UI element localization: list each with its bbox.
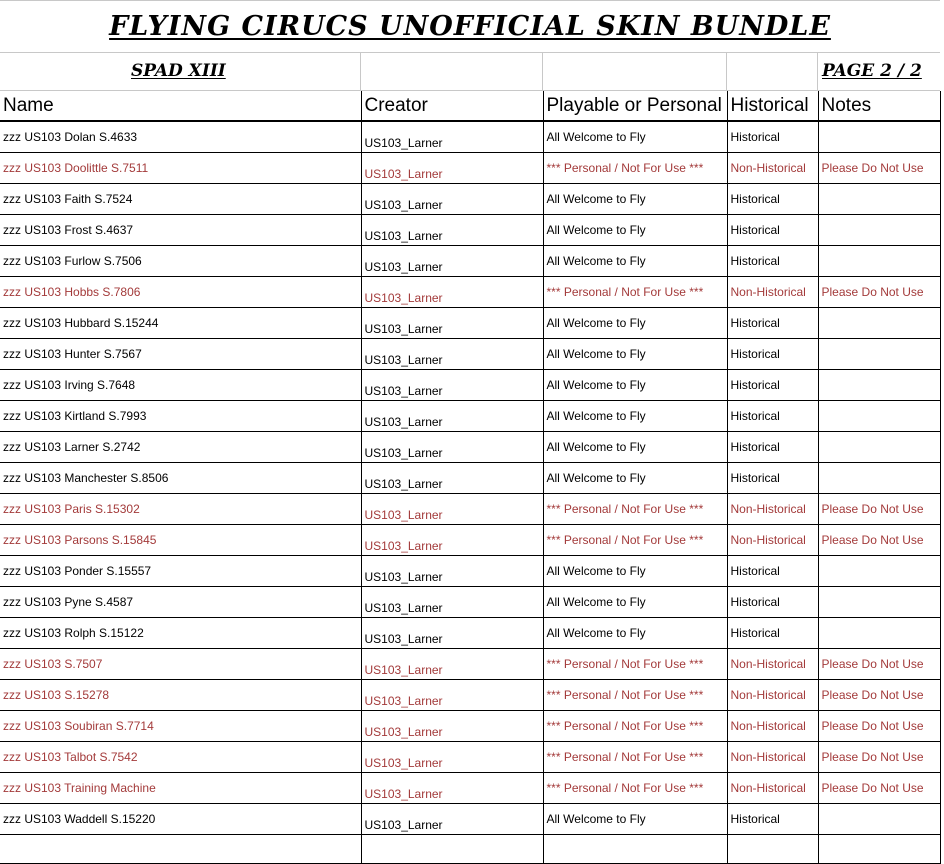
notes-cell: Please Do Not Use (818, 649, 940, 680)
table-body (0, 121, 940, 864)
name-cell: zzz US103 Soubiran S.7714 (0, 711, 361, 742)
empty-cell (361, 52, 543, 90)
historical-cell: Historical (727, 246, 818, 277)
header-row (0, 91, 940, 121)
creator-cell: US103_Larner (361, 153, 543, 184)
name-cell: zzz US103 Manchester S.8506 (0, 463, 361, 494)
notes-cell (818, 587, 940, 618)
historical-cell: Non-Historical (727, 742, 818, 773)
creator-cell: US103_Larner (361, 618, 543, 649)
creator-cell: US103_Larner (361, 184, 543, 215)
notes-cell: Please Do Not Use (818, 153, 940, 184)
historical-cell: Non-Historical (727, 494, 818, 525)
table-row (0, 711, 940, 742)
name-cell: zzz US103 Talbot S.7542 (0, 742, 361, 773)
playable-cell: All Welcome to Fly (543, 308, 727, 339)
name-cell: zzz US103 Kirtland S.7993 (0, 401, 361, 432)
title-row (0, 0, 940, 53)
historical-cell: Non-Historical (727, 680, 818, 711)
notes-cell (818, 121, 940, 153)
historical-cell: Historical (727, 370, 818, 401)
table-row (0, 587, 940, 618)
notes-cell: Please Do Not Use (818, 277, 940, 308)
table-row (0, 773, 940, 804)
historical-cell: Historical (727, 556, 818, 587)
table-row (0, 680, 940, 711)
playable-cell: *** Personal / Not For Use *** (543, 525, 727, 556)
historical-cell: Non-Historical (727, 711, 818, 742)
table-row (0, 121, 940, 153)
notes-cell (818, 432, 940, 463)
table-row (0, 525, 940, 556)
name-cell: zzz US103 Hunter S.7567 (0, 339, 361, 370)
name-cell: zzz US103 Hubbard S.15244 (0, 308, 361, 339)
creator-cell: US103_Larner (361, 246, 543, 277)
creator-cell: US103_Larner (361, 773, 543, 804)
column-header-historical: Historical (727, 91, 818, 121)
creator-cell: US103_Larner (361, 121, 543, 153)
playable-cell: *** Personal / Not For Use *** (543, 711, 727, 742)
name-cell: zzz US103 Training Machine (0, 773, 361, 804)
historical-cell: Historical (727, 432, 818, 463)
playable-cell: All Welcome to Fly (543, 370, 727, 401)
playable-cell: All Welcome to Fly (543, 246, 727, 277)
notes-cell (818, 370, 940, 401)
notes-cell (818, 401, 940, 432)
notes-cell: Please Do Not Use (818, 711, 940, 742)
empty-cell (818, 835, 940, 864)
notes-cell (818, 184, 940, 215)
playable-cell: *** Personal / Not For Use *** (543, 742, 727, 773)
creator-cell: US103_Larner (361, 649, 543, 680)
name-cell: zzz US103 Frost S.4637 (0, 215, 361, 246)
notes-cell (818, 308, 940, 339)
column-header-playable: Playable or Personal (543, 91, 727, 121)
playable-cell: All Welcome to Fly (543, 401, 727, 432)
name-cell: zzz US103 Ponder S.15557 (0, 556, 361, 587)
historical-cell: Non-Historical (727, 525, 818, 556)
playable-cell: *** Personal / Not For Use *** (543, 680, 727, 711)
notes-cell (818, 618, 940, 649)
name-cell: zzz US103 Doolittle S.7511 (0, 153, 361, 184)
skin-table (0, 91, 941, 864)
creator-cell: US103_Larner (361, 432, 543, 463)
table-row (0, 804, 940, 835)
creator-cell: US103_Larner (361, 680, 543, 711)
creator-cell: US103_Larner (361, 339, 543, 370)
historical-cell: Historical (727, 184, 818, 215)
historical-cell: Historical (727, 215, 818, 246)
historical-cell: Historical (727, 339, 818, 370)
notes-cell (818, 556, 940, 587)
table-row (0, 215, 940, 246)
table-row (0, 556, 940, 587)
creator-cell: US103_Larner (361, 277, 543, 308)
creator-cell: US103_Larner (361, 463, 543, 494)
table-row (0, 246, 940, 277)
name-cell: zzz US103 Parsons S.15845 (0, 525, 361, 556)
table-row (0, 184, 940, 215)
notes-cell: Please Do Not Use (818, 773, 940, 804)
playable-cell: All Welcome to Fly (543, 556, 727, 587)
creator-cell: US103_Larner (361, 215, 543, 246)
empty-row (0, 835, 940, 864)
table-row (0, 339, 940, 370)
table-row (0, 742, 940, 773)
aircraft-cell (0, 52, 361, 90)
empty-cell (0, 835, 361, 864)
creator-cell: US103_Larner (361, 587, 543, 618)
name-cell: zzz US103 Hobbs S.7806 (0, 277, 361, 308)
notes-cell (818, 246, 940, 277)
name-cell: zzz US103 Pyne S.4587 (0, 587, 361, 618)
playable-cell: *** Personal / Not For Use *** (543, 773, 727, 804)
historical-cell: Non-Historical (727, 277, 818, 308)
name-cell: zzz US103 S.7507 (0, 649, 361, 680)
historical-cell: Historical (727, 401, 818, 432)
empty-cell (543, 52, 727, 90)
notes-cell: Please Do Not Use (818, 494, 940, 525)
table-row (0, 649, 940, 680)
playable-cell: All Welcome to Fly (543, 215, 727, 246)
notes-cell (818, 463, 940, 494)
historical-cell: Historical (727, 587, 818, 618)
notes-cell (818, 804, 940, 835)
playable-cell: *** Personal / Not For Use *** (543, 153, 727, 184)
historical-cell: Historical (727, 618, 818, 649)
playable-cell: *** Personal / Not For Use *** (543, 277, 727, 308)
playable-cell: All Welcome to Fly (543, 339, 727, 370)
playable-cell: All Welcome to Fly (543, 121, 727, 153)
creator-cell: US103_Larner (361, 556, 543, 587)
creator-cell: US103_Larner (361, 525, 543, 556)
creator-cell: US103_Larner (361, 804, 543, 835)
page-title: FLYING CIRUCS UNOFFICIAL SKIN BUNDLE (109, 11, 831, 42)
playable-cell: All Welcome to Fly (543, 184, 727, 215)
table-row (0, 463, 940, 494)
historical-cell: Historical (727, 308, 818, 339)
notes-cell (818, 339, 940, 370)
playable-cell: *** Personal / Not For Use *** (543, 494, 727, 525)
name-cell: zzz US103 Larner S.2742 (0, 432, 361, 463)
name-cell: zzz US103 Rolph S.15122 (0, 618, 361, 649)
playable-cell: All Welcome to Fly (543, 804, 727, 835)
empty-cell (543, 835, 727, 864)
table-row (0, 432, 940, 463)
empty-cell (727, 835, 818, 864)
name-cell: zzz US103 Waddell S.15220 (0, 804, 361, 835)
table-row (0, 494, 940, 525)
creator-cell: US103_Larner (361, 370, 543, 401)
playable-cell: All Welcome to Fly (543, 463, 727, 494)
playable-cell: All Welcome to Fly (543, 618, 727, 649)
table-row (0, 370, 940, 401)
name-cell: zzz US103 Faith S.7524 (0, 184, 361, 215)
creator-cell: US103_Larner (361, 711, 543, 742)
historical-cell: Historical (727, 804, 818, 835)
name-cell: zzz US103 Furlow S.7506 (0, 246, 361, 277)
creator-cell: US103_Larner (361, 494, 543, 525)
playable-cell: All Welcome to Fly (543, 432, 727, 463)
name-cell: zzz US103 Irving S.7648 (0, 370, 361, 401)
creator-cell: US103_Larner (361, 401, 543, 432)
table-row (0, 277, 940, 308)
playable-cell: All Welcome to Fly (543, 587, 727, 618)
page-number: PAGE 2 / 2 (822, 61, 922, 81)
subtitle-row (0, 52, 940, 91)
notes-cell (818, 215, 940, 246)
playable-cell: *** Personal / Not For Use *** (543, 649, 727, 680)
historical-cell: Non-Historical (727, 153, 818, 184)
historical-cell: Historical (727, 121, 818, 153)
historical-cell: Historical (727, 463, 818, 494)
table-row (0, 153, 940, 184)
empty-cell (361, 835, 543, 864)
notes-cell: Please Do Not Use (818, 680, 940, 711)
historical-cell: Non-Historical (727, 773, 818, 804)
empty-cell (727, 52, 818, 90)
aircraft-label: SPAD XIII (131, 61, 226, 81)
creator-cell: US103_Larner (361, 742, 543, 773)
table-row (0, 308, 940, 339)
table-row (0, 401, 940, 432)
page-number-cell (818, 52, 940, 90)
notes-cell: Please Do Not Use (818, 742, 940, 773)
historical-cell: Non-Historical (727, 649, 818, 680)
name-cell: zzz US103 S.15278 (0, 680, 361, 711)
name-cell: zzz US103 Dolan S.4633 (0, 121, 361, 153)
creator-cell: US103_Larner (361, 308, 543, 339)
column-header-notes: Notes (818, 91, 940, 121)
column-header-creator: Creator (361, 91, 543, 121)
column-header-name: Name (0, 91, 361, 121)
notes-cell: Please Do Not Use (818, 525, 940, 556)
table-row (0, 618, 940, 649)
name-cell: zzz US103 Paris S.15302 (0, 494, 361, 525)
